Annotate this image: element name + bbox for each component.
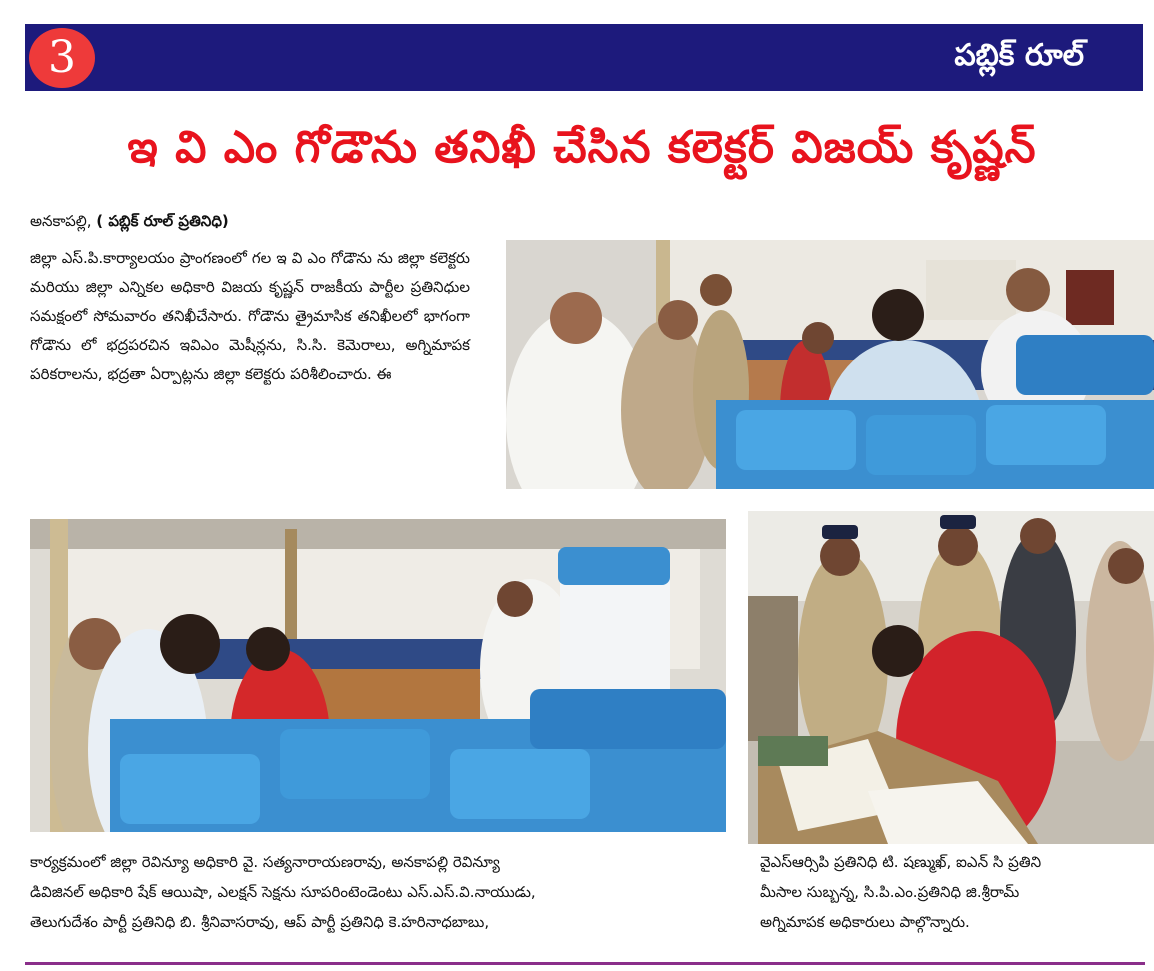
newspaper-brand: పబ్లిక్ రూల్: [954, 38, 1084, 73]
caption-right-line-3: అగ్నిమాపక అధికారులు పాల్గొన్నారు.: [760, 913, 970, 931]
photo-officials-with-evm-boxes-art: [30, 519, 726, 832]
headline: ఇ వి ఎం గోడౌను తనిఖీ చేసిన కలెక్టర్ విజయ్ కృష్ణన్: [127, 122, 1037, 173]
dateline: [30, 208, 229, 234]
photo-collector-inspecting-evm: [506, 240, 1154, 489]
caption-right-line-2: మీసాల సుబ్బన్న, సి.పి.ఎం.ప్రతినిధి జి.శ్రీరామ్: [760, 883, 1020, 901]
caption-left: [30, 847, 742, 937]
bottom-divider: [25, 962, 1145, 965]
photo-collector-inspecting-evm-art: [506, 240, 1154, 489]
dateline-source: ( పబ్లిక్ రూల్ ప్రతినిధి): [96, 212, 229, 230]
dateline-place: అనకాపల్లి,: [30, 212, 92, 230]
caption-right-line-1: వైఎస్ఆర్సిపి ప్రతినిధి టి. షణ్ముఖ్, ఐఎన్ సి ప్రతిని: [760, 853, 1042, 871]
photo-collector-signing-register-art: [748, 511, 1154, 844]
article-lead: జిల్లా ఎస్.పి.కార్యాలయం ప్రాంగణంలో గల ఇ వి ఎం గోడౌను ను జిల్లా కలెక్టరు మరియు జిల్లా ఎన్నికల అధికారి విజయ కృష్ణన్ రాజకీయ పార్టీల ప్రతినిధుల సమక్షంలో సోమవారం తనిఖీచేసారు. గోడౌను త్రైమాసిక తనిఖీలలో భాగంగా గోడౌను లో భద్రపరచిన ఇవిఎం మెషీన్లను, సి.సి. కెమెరాలు, అగ్నిమాపక పరికరాలను, భద్రతా ఏర్పాట్లను జిల్లా కలెక్టరు పరిశీలించారు. ఈ: [30, 249, 470, 383]
caption-left-line-2: డివిజినల్ అధికారి షేక్ ఆయిషా, ఎలక్షన్ సెక్షను సూపరింటెండెంటు ఎస్.ఎస్.వి.నాయుడు,: [30, 883, 536, 901]
caption-right: [760, 847, 1154, 937]
photo-officials-with-evm-boxes: [30, 519, 726, 832]
caption-left-line-1: కార్యక్రమంలో జిల్లా రెవిన్యూ అధికారి వై. సత్యనారాయణరావు, అనకాపల్లి రెవిన్యూ: [30, 853, 500, 871]
photo-collector-signing-register: [748, 511, 1154, 844]
page-number-badge: 3: [29, 28, 95, 88]
caption-left-line-3: తెలుగుదేశం పార్టీ ప్రతినిధి బి. శ్రీనివాసరావు, ఆప్ పార్టీ ప్రతినిధి కె.హరినాధబాబు,: [30, 913, 490, 931]
